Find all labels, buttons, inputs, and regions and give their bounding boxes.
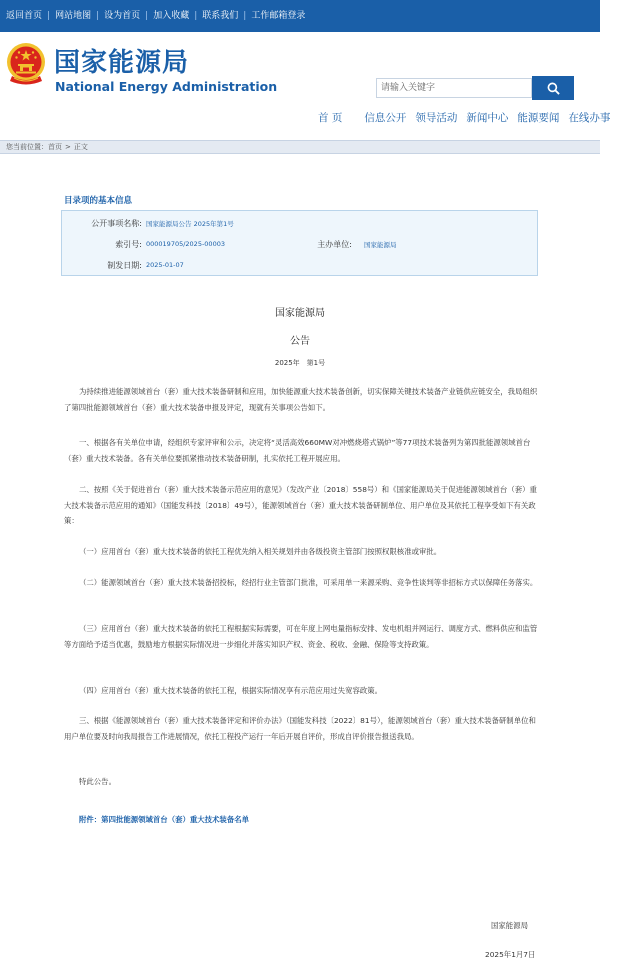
search-button[interactable] — [532, 76, 574, 100]
meta-info-box — [61, 210, 538, 276]
breadcrumb-prefix: 您当前位置： — [6, 143, 48, 151]
separator: | — [47, 11, 51, 21]
breadcrumb-item-current[interactable]: 正文 — [73, 143, 88, 151]
search-icon — [547, 82, 560, 95]
signature-issuer: 国家能源局 — [491, 921, 528, 930]
main-nav — [318, 110, 619, 125]
nav-item-online-service[interactable]: 在线办事 — [568, 112, 611, 124]
top-link-home[interactable]: 返回首页 — [6, 11, 43, 21]
top-link-sitemap[interactable]: 网站地图 — [55, 11, 92, 21]
site-brand-en[interactable]: National Energy Administration — [55, 79, 278, 94]
paragraph-policy-1: （一）应用首台（套）重大技术装备的依托工程优先纳入相关规划并由各级投资主管部门按照权限核准或审批。 — [79, 547, 442, 556]
paragraph-policy-2: （二）能源领域首台（套）重大技术装备招投标，经招行业主管部门批准，可采用单一来源采购、竞争性谈判等非招标方式以保障任务落实。 — [79, 578, 538, 587]
site-header — [0, 32, 611, 124]
meta-name-value: 国家能源局公告 2025年第1号 — [146, 220, 234, 228]
search-input[interactable]: 请输入关键字 — [376, 78, 532, 98]
breadcrumb-item-home[interactable]: 首页 — [48, 143, 62, 151]
site-brand-cn[interactable]: 国家能源局 — [54, 48, 190, 78]
nav-item-news-center[interactable]: 新闻中心 — [466, 112, 509, 124]
paragraph-closing: 特此公告。 — [79, 777, 116, 786]
meta-index-value: 000019705/2025-00003 — [146, 240, 225, 248]
meta-date-label: 制发日期: — [107, 261, 142, 270]
nav-item-leader-activities[interactable]: 领导活动 — [415, 112, 458, 124]
nav-item-info-disclosure[interactable]: 信息公开 — [364, 112, 407, 124]
document-title: 公告 — [290, 336, 310, 347]
nav-item-energy-news[interactable]: 能源要闻 — [517, 112, 560, 124]
meta-org-value: 国家能源局 — [364, 241, 397, 249]
document-issuer: 国家能源局 — [275, 308, 325, 319]
paragraph-policy-3: （三）应用首台（套）重大技术装备的依托工程根据实际需要，可在年度上网电量指标安排、发电机组并网运行、调度方式、燃料供应和监管等方面给予适当优惠，鼓励地方根据实际情况进一步细化并落实知识产权、资金、税收、金融、保险等支持政策。 — [64, 624, 538, 649]
top-link-email-login[interactable]: 工作邮箱登录 — [251, 11, 306, 21]
meta-name-label: 公开事项名称: — [91, 219, 142, 228]
meta-date-value: 2025-01-07 — [146, 261, 184, 269]
separator: | — [194, 11, 198, 21]
meta-org-label: 主办单位: — [317, 240, 352, 249]
top-link-set-homepage[interactable]: 设为首页 — [104, 11, 141, 21]
separator: | — [243, 11, 247, 21]
paragraph-section-1: 一、根据各有关单位申请，经组织专家评审和公示，决定将“灵活高效660MW对冲燃烧塔式锅炉”等77项技术装备列为第四批能源领域首台（套）重大技术装备。各有关单位要抓紧推动技术装备研制，扎实依托工程开展应用。 — [64, 438, 531, 463]
breadcrumb-separator: > — [65, 143, 71, 151]
attachment-link[interactable]: 附件：第四批能源领域首台（套）重大技术装备名单 — [79, 815, 249, 824]
meta-section-title: 目录项的基本信息 — [64, 196, 133, 206]
paragraph-intro: 为持续推进能源领域首台（套）重大技术装备研制和应用，加快能源重大技术装备创新，切实保障关键技术装备产业链供应链安全，我局组织了第四批能源领域首台（套）重大技术装备申报及评定，现就有关事项公告如下。 — [64, 387, 538, 412]
meta-index-label: 索引号: — [115, 240, 142, 249]
signature-date: 2025年1月7日 — [485, 950, 536, 959]
paragraph-policy-4: （四）应用首台（套）重大技术装备的依托工程，根据实际情况享有示范应用过失宽容政策。 — [79, 686, 383, 695]
nav-item-home[interactable]: 首 页 — [318, 112, 343, 124]
document-number: 2025年 第1号 — [274, 359, 326, 367]
breadcrumb — [0, 140, 600, 154]
national-emblem-icon — [6, 42, 46, 86]
paragraph-section-3: 三、根据《能源领域首台（套）重大技术装备评定和评价办法》（国能发科技〔2022〕81号），能源领域首台（套）重大技术装备研制单位和用户单位要及时向我局报告工作进展情况，依托工程投产运行一年后开展自评价，形成自评价报告报送我局。 — [64, 716, 536, 741]
paragraph-section-2: 二、按照《关于促进首台（套）重大技术装备示范应用的意见》（发改产业〔2018〕558号）和《国家能源局关于促进能源领域首台（套）重大技术装备示范应用的通知》（国能发科技〔2018〕49号），能源领域首台（套）重大技术装备研制单位、用户单位及其依托工程享受如下有关政策： — [64, 485, 537, 525]
separator: | — [145, 11, 149, 21]
top-link-bar — [0, 0, 600, 32]
top-link-favorite[interactable]: 加入收藏 — [153, 11, 190, 21]
top-link-contact[interactable]: 联系我们 — [202, 11, 239, 21]
separator: | — [96, 11, 100, 21]
